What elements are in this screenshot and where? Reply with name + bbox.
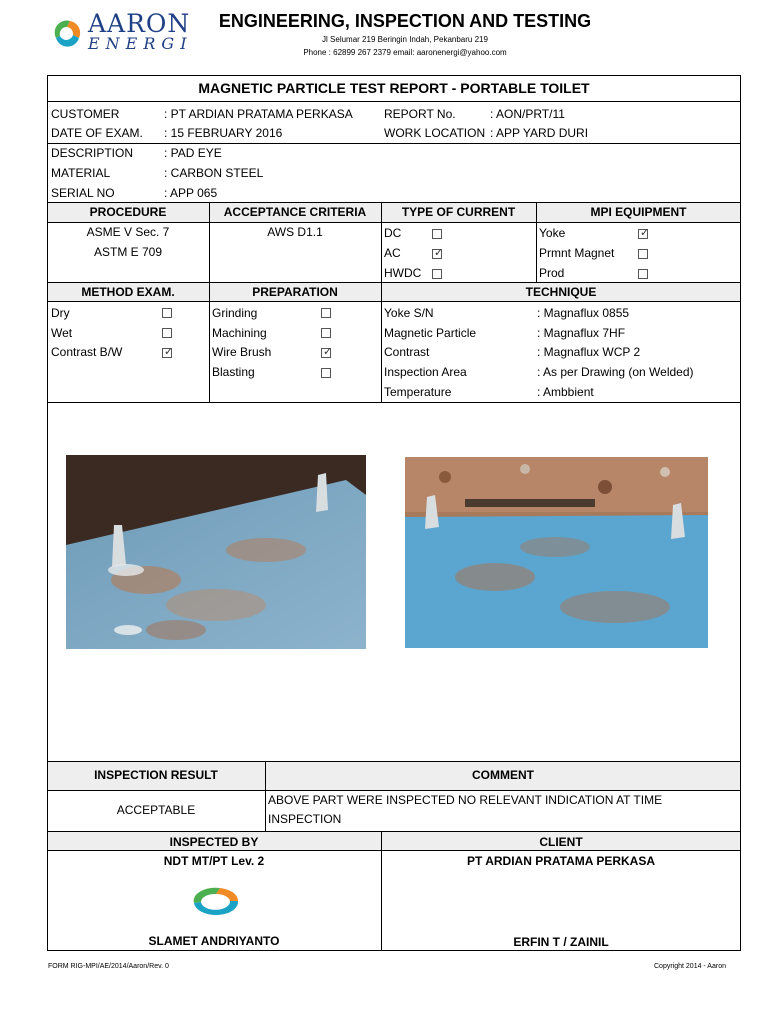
- checkbox-ac[interactable]: [432, 249, 442, 259]
- customer-value: : PT ARDIAN PRATAMA PERKASA: [164, 107, 353, 121]
- check-icon: ✓: [640, 227, 650, 239]
- equipment-option-prod: Prod: [539, 266, 565, 280]
- checkbox-dry[interactable]: [162, 308, 172, 318]
- checkbox-wet[interactable]: [162, 328, 172, 338]
- checkbox-grinding[interactable]: [321, 308, 331, 318]
- technique-value-yoke: : Magnaflux 0855: [537, 306, 630, 320]
- check-icon: ✓: [164, 346, 174, 358]
- technique-label-area: Inspection Area: [384, 365, 467, 379]
- prep-option-wire-brush: Wire Brush: [212, 345, 272, 359]
- inspector-level: NDT MT/PT Lev. 2: [163, 854, 265, 868]
- date-label: DATE OF EXAM.: [51, 126, 143, 140]
- work-location-value: : APP YARD DURI: [490, 126, 589, 140]
- date-value: : 15 FEBRUARY 2016: [164, 126, 283, 140]
- checkbox-magnet[interactable]: [638, 249, 648, 259]
- checkbox-prod[interactable]: [638, 269, 648, 279]
- material-value: : CARBON STEEL: [164, 166, 264, 180]
- description-value: : PAD EYE: [164, 146, 222, 160]
- procedure-standard-1: ASME V Sec. 7: [86, 225, 170, 239]
- technique-value-particle: : Magnaflux 7HF: [537, 326, 626, 340]
- prep-option-machining: Machining: [212, 326, 267, 340]
- checkbox-machining[interactable]: [321, 328, 331, 338]
- customer-label: CUSTOMER: [51, 107, 120, 121]
- inspector-stamp: [190, 885, 242, 917]
- description-label: DESCRIPTION: [51, 146, 134, 160]
- inspection-photo-2: [405, 457, 708, 648]
- client-signatory: ERFIN T / ZAINIL: [513, 935, 609, 949]
- prep-option-grinding: Grinding: [212, 306, 258, 320]
- technique-value-area: : As per Drawing (on Welded): [537, 365, 694, 379]
- current-option-ac: AC: [384, 246, 401, 260]
- client-header: CLIENT: [539, 835, 583, 849]
- acceptance-value: AWS D1.1: [267, 225, 323, 239]
- method-option-wet: Wet: [51, 326, 73, 340]
- report-title: MAGNETIC PARTICLE TEST REPORT - PORTABLE TOILET: [198, 80, 590, 96]
- serial-value: : APP 065: [164, 186, 218, 200]
- checkbox-dc[interactable]: [432, 229, 442, 239]
- technique-label-contrast: Contrast: [384, 345, 430, 359]
- procedure-standard-2: ASTM E 709: [93, 245, 163, 259]
- equipment-option-yoke: Yoke: [539, 226, 566, 240]
- serial-label: SERIAL NO: [51, 186, 115, 200]
- technique-label-temperature: Temperature: [384, 385, 452, 399]
- comment-header: COMMENT: [472, 768, 534, 782]
- report-no-value: : AON/PRT/11: [490, 107, 565, 121]
- checkbox-wire-brush[interactable]: [321, 348, 331, 358]
- form-code: FORM RIG-MPI/AE/2014/Aaron/Rev. 0: [48, 963, 169, 970]
- preparation-header: PREPARATION: [252, 285, 338, 299]
- checkbox-blasting[interactable]: [321, 368, 331, 378]
- acceptance-header: ACCEPTANCE CRITERIA: [223, 205, 367, 219]
- check-icon: ✓: [323, 346, 333, 358]
- company-logo: [50, 9, 193, 54]
- checkbox-contrast[interactable]: [162, 348, 172, 358]
- technique-value-contrast: : Magnaflux WCP 2: [537, 345, 641, 359]
- equipment-header: MPI EQUIPMENT: [590, 205, 687, 219]
- method-option-dry: Dry: [51, 306, 70, 320]
- method-option-contrast: Contrast B/W: [51, 345, 123, 359]
- result-value: ACCEPTABLE: [116, 803, 196, 817]
- inspected-by-header: INSPECTED BY: [169, 835, 259, 849]
- company-contact: Phone : 62899 267 2379 email: aaronenergi@yahoo.com: [303, 48, 507, 57]
- procedure-header: PROCEDURE: [89, 205, 167, 219]
- checkbox-yoke[interactable]: [638, 229, 648, 239]
- check-icon: ✓: [434, 247, 444, 259]
- current-option-hwdc: HWDC: [384, 266, 422, 280]
- report-no-label: REPORT No.: [384, 107, 456, 121]
- checkbox-hwdc[interactable]: [432, 269, 442, 279]
- method-header: METHOD EXAM.: [81, 285, 175, 299]
- technique-value-temperature: : Ambbient: [537, 385, 594, 399]
- logo-swirl-icon: [50, 16, 84, 50]
- company-title: ENGINEERING, INSPECTION AND TESTING: [218, 11, 592, 31]
- technique-label-particle: Magnetic Particle: [384, 326, 477, 340]
- prep-option-blasting: Blasting: [212, 365, 255, 379]
- equipment-option-magnet: Prmnt Magnet: [539, 246, 615, 260]
- company-address: Jl Selumar 219 Beringin Indah, Pekanbaru 219: [322, 35, 488, 44]
- inspection-photo-1: [66, 455, 366, 649]
- logo-text-energi: ENERGI: [88, 34, 193, 53]
- material-label: MATERIAL: [51, 166, 111, 180]
- logo-text-aaron: AARON: [88, 9, 191, 38]
- inspector-name: SLAMET ANDRIYANTO: [148, 934, 280, 948]
- technique-label-yoke: Yoke S/N: [384, 306, 434, 320]
- result-header: INSPECTION RESULT: [94, 768, 218, 782]
- current-header: TYPE OF CURRENT: [401, 205, 516, 219]
- comment-line-2: INSPECTION: [268, 812, 342, 826]
- current-option-dc: DC: [384, 226, 402, 240]
- technique-header: TECHNIQUE: [525, 285, 597, 299]
- work-location-label: WORK LOCATION: [384, 126, 486, 140]
- comment-line-1: ABOVE PART WERE INSPECTED NO RELEVANT INDICATION AT TIME: [268, 793, 663, 807]
- copyright: Copyright 2014 - Aaron: [654, 963, 726, 970]
- logo-swirl-icon: [190, 885, 242, 917]
- client-name: PT ARDIAN PRATAMA PERKASA: [467, 854, 655, 868]
